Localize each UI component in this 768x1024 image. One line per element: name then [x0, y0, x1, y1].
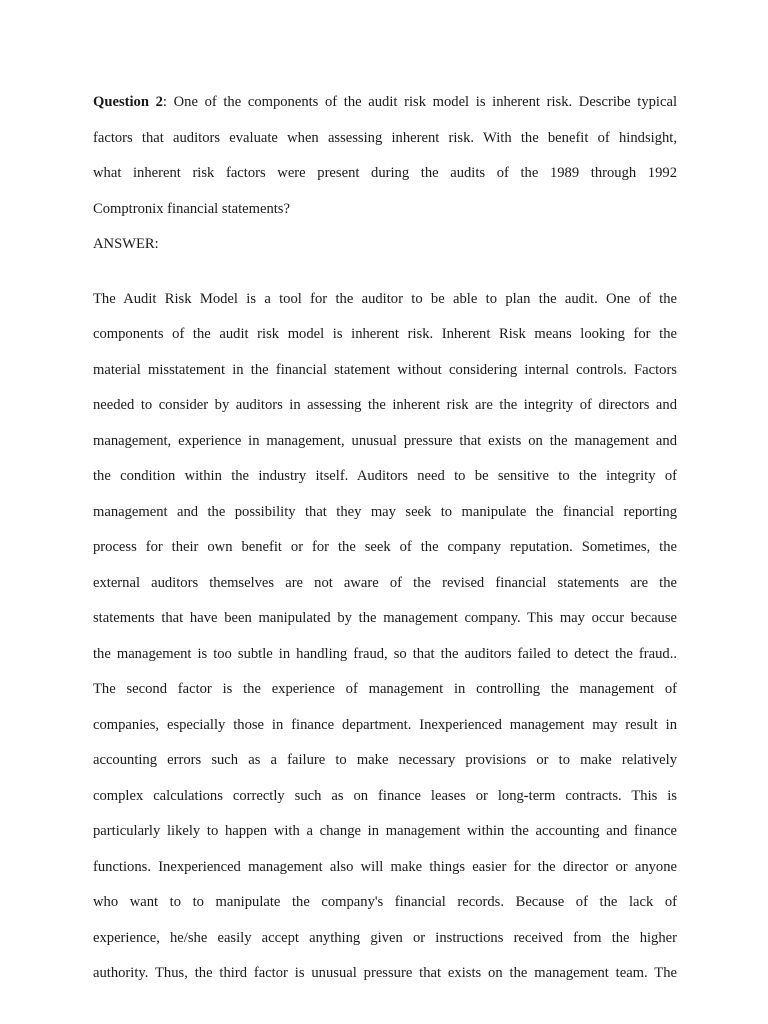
answer-line: needed to consider by auditors in assessing the inherent risk are the integrity of directors and [93, 397, 677, 413]
question-line: Comptronix financial statements? [93, 200, 290, 217]
answer-line: The second factor is the experience of management in controlling the management of [93, 681, 677, 697]
answer-line: components of the audit risk model is inherent risk. Inherent Risk means looking for the [93, 326, 677, 342]
document-page [93, 85, 677, 992]
answer-line: functions. Inexperienced management also will make things easier for the director or anyone [93, 858, 677, 875]
answer-line: management and the possibility that they may seek to manipulate the financial reporting [93, 503, 677, 520]
answer-paragraph [93, 282, 677, 992]
answer-line: statements that have been manipulated by the management company. This may occur because [93, 610, 677, 626]
question-line [93, 85, 677, 121]
answer-heading: ANSWER: [93, 236, 159, 252]
answer-line: the management is too subtle in handling fraud, so that the auditors failed to detect the fraud.. [93, 645, 677, 662]
answer-line: the condition within the industry itself. Auditors need to be sensitive to the integrity of [93, 468, 677, 484]
answer-line: experience, he/she easily accept anything given or instructions received from the higher [93, 929, 677, 946]
answer-line: management, experience in management, unusual pressure that exists on the management and [93, 432, 677, 449]
question-line: factors that auditors evaluate when assessing inherent risk. With the benefit of hindsight, [93, 129, 677, 146]
answer-line: companies, especially those in finance department. Inexperienced management may result in [93, 716, 677, 733]
answer-line: external auditors themselves are not aware of the revised financial statements are the [93, 574, 677, 591]
answer-line: particularly likely to happen with a change in management within the accounting and finance [93, 823, 677, 839]
answer-line: material misstatement in the financial statement without considering internal controls. Factors [93, 361, 677, 378]
answer-line: who want to to manipulate the company's financial records. Because of the lack of [93, 894, 677, 910]
answer-line: process for their own benefit or for the seek of the company reputation. Sometimes, the [93, 539, 677, 555]
question-line: what inherent risk factors were present during the audits of the 1989 through 1992 [93, 165, 677, 181]
answer-line: complex calculations correctly such as on finance leases or long-term contracts. This is [93, 787, 677, 804]
answer-line: accounting errors such as a failure to make necessary provisions or to make relatively [93, 752, 677, 768]
question-block [93, 85, 677, 227]
question-label: Question 2 [93, 94, 163, 110]
question-text: : One of the components of the audit risk model is inherent risk. Describe typical [162, 94, 677, 110]
answer-line: authority. Thus, the third factor is unusual pressure that exists on the management team. The [93, 965, 677, 981]
answer-line: The Audit Risk Model is a tool for the auditor to be able to plan the audit. One of the [93, 290, 677, 307]
